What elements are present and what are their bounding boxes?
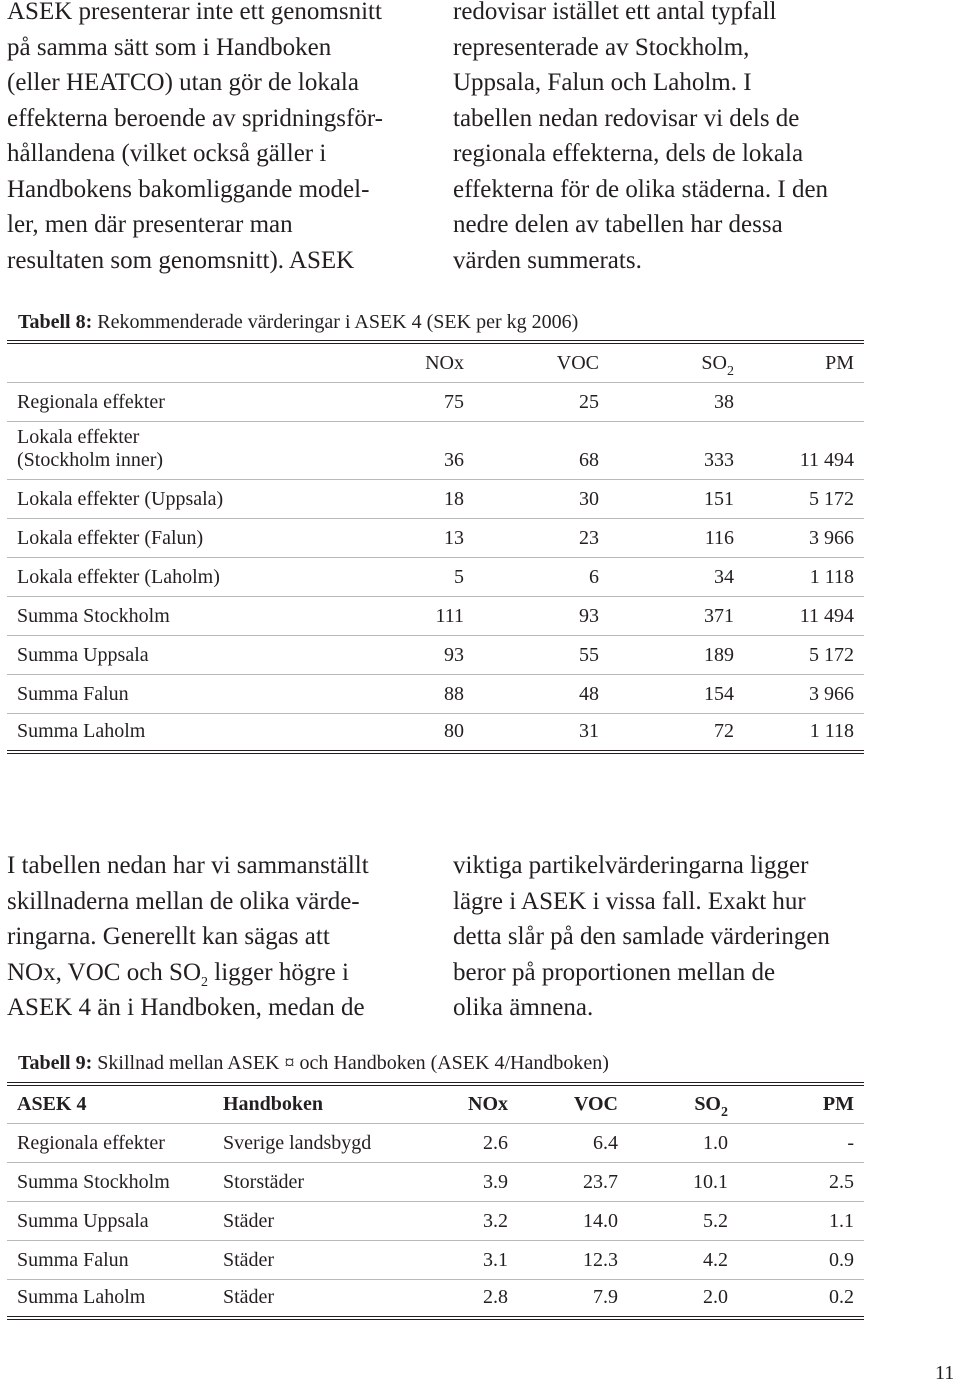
row-label-line2: (Stockholm inner) [17,448,164,471]
header-voc: VOC [518,1084,628,1123]
cell-so2: 1.0 [628,1123,738,1162]
cell-so2: 5.2 [628,1201,738,1240]
row-label-line1: Lokala effekter [17,425,140,448]
cell-so2: 38 [609,382,744,421]
cell-handboken: Städer [213,1279,433,1318]
cell-so2: 189 [609,635,744,674]
cell-voc: 48 [474,674,609,713]
cell-asek: Summa Uppsala [7,1201,213,1240]
text-line: tabellen nedan redovisar vi dels de [453,104,800,132]
table-header-row [7,1084,864,1123]
cell-pm: 1 118 [744,557,864,596]
cell-so2: 151 [609,479,744,518]
header-so2-text: SO [701,351,727,374]
table-row [7,421,864,479]
cell-nox: 18 [412,479,474,518]
cell-pm: 3 966 [744,674,864,713]
header-nox: NOx [433,1084,518,1123]
header-handboken: Handboken [213,1084,433,1123]
text-line: olika ämnena. [453,994,594,1021]
cell-asek: Regionala effekter [7,1123,213,1162]
cell-nox: 80 [412,713,474,752]
table-row [7,382,864,421]
cell-handboken: Storstäder [213,1162,433,1201]
row-label: Regionala effekter [7,382,412,421]
cell-nox: 36 [412,421,474,479]
cell-asek: Summa Stockholm [7,1162,213,1201]
body-text-top-left [7,0,383,278]
cell-nox: 93 [412,635,474,674]
cell-pm: 2.5 [738,1162,864,1201]
text-line: (eller HEATCO) utan gör de lokala [7,69,359,96]
cell-voc: 31 [474,713,609,752]
cell-so2: 34 [609,557,744,596]
cell-so2: 371 [609,596,744,635]
cell-nox: 3.2 [433,1201,518,1240]
cell-voc: 6 [474,557,609,596]
header-voc: VOC [474,342,609,382]
body-text-top-right [453,0,828,278]
cell-so2: 72 [609,713,744,752]
cell-so2: 4.2 [628,1240,738,1279]
table-row [7,1162,864,1201]
cell-voc: 14.0 [518,1201,628,1240]
cell-voc: 93 [474,596,609,635]
text-line: hållandena (vilket också gäller i [7,140,327,167]
table-row [7,1240,864,1279]
header-pm: PM [738,1084,864,1123]
cell-pm: 1 118 [744,713,864,752]
row-label: Lokala effekter (Falun) [7,518,412,557]
table8-caption-label: Tabell 8: [18,311,93,333]
text-line: ler, men där presenterar man [7,211,293,238]
table9 [7,1082,864,1320]
table-row [7,479,864,518]
header-pm: PM [744,342,864,382]
text-line: lägre i ASEK i vissa fall. Exakt hur [453,887,806,915]
cell-nox: 2.8 [433,1279,518,1318]
text-line [7,955,369,991]
text-line: resultaten som genomsnitt). ASEK [7,246,355,274]
table8 [7,340,864,754]
cell-pm: 0.9 [738,1240,864,1279]
table-row [7,557,864,596]
table-row [7,1123,864,1162]
text-line: ringarna. Generellt kan sägas att [7,923,330,950]
header-asek: ASEK 4 [7,1084,213,1123]
cell-so2: 2.0 [628,1279,738,1318]
cell-voc: 68 [474,421,609,479]
table8-caption-text: Rekommenderade värderingar i ASEK 4 (SEK per kg 2006) [92,311,579,333]
cell-voc: 12.3 [518,1240,628,1279]
text-line: redovisar istället ett antal typfall [453,0,777,25]
text-line: effekterna för de olika städerna. I den [453,175,829,203]
cell-handboken: Städer [213,1201,433,1240]
cell-nox: 3.9 [433,1162,518,1201]
table-row [7,1201,864,1240]
text-line: regionala effekterna, dels de lokala [453,140,804,167]
header-label [7,342,412,382]
cell-so2: 333 [609,421,744,479]
table9-caption [18,1052,609,1075]
table-row [7,674,864,713]
text-line: ASEK presenterar inte ett genomsnitt [7,0,382,25]
cell-nox: 111 [412,596,474,635]
text-line: ASEK 4 än i Handboken, medan de [7,994,365,1021]
text-line: Uppsala, Falun och Laholm. I [453,69,752,96]
page-number: 11 [935,1362,955,1384]
cell-handboken: Sverige landsbygd [213,1123,433,1162]
cell-pm: 1.1 [738,1201,864,1240]
cell-pm [744,382,864,421]
cell-pm: 5 172 [744,635,864,674]
text-line: representerade av Stockholm, [453,33,750,61]
text-line: beror på proportionen mellan de [453,958,776,986]
table9-caption-text: Skillnad mellan ASEK ¤ och Handboken (ASEK 4/Handboken) [92,1052,609,1074]
row-label [7,421,412,479]
cell-nox: 75 [412,382,474,421]
row-label: Summa Uppsala [7,635,412,674]
cell-pm: 5 172 [744,479,864,518]
text-line: I tabellen nedan har vi sammanställt [7,852,369,879]
cell-voc: 23.7 [518,1162,628,1201]
cell-pm: 11 494 [744,596,864,635]
table-row [7,713,864,752]
text-line: nedre delen av tabellen har dessa [453,211,783,238]
cell-nox: 3.1 [433,1240,518,1279]
header-so2-text: SO [694,1092,721,1115]
body-text-mid-right [453,848,830,1026]
text-line: effekterna beroende av spridningsför- [7,104,383,132]
table-row [7,635,864,674]
header-so2 [609,342,744,382]
table-row [7,596,864,635]
text-line: på samma sätt som i Handboken [7,33,332,61]
cell-pm: - [738,1123,864,1162]
table9-caption-label: Tabell 9: [18,1052,93,1074]
table-row [7,518,864,557]
table-header-row [7,342,864,382]
table-row [7,1279,864,1318]
header-so2-subscript: 2 [721,1104,728,1120]
cell-asek: Summa Falun [7,1240,213,1279]
so2-subscript: 2 [201,974,208,990]
cell-nox: 88 [412,674,474,713]
cell-voc: 30 [474,479,609,518]
body-text-mid-left [7,848,369,1026]
cell-voc: 6.4 [518,1123,628,1162]
header-so2-subscript: 2 [727,363,734,379]
cell-pm: 3 966 [744,518,864,557]
text-line: skillnaderna mellan de olika värde- [7,887,360,915]
cell-so2: 116 [609,518,744,557]
row-label: Lokala effekter (Uppsala) [7,479,412,518]
header-nox: NOx [412,342,474,382]
cell-voc: 7.9 [518,1279,628,1318]
cell-so2: 154 [609,674,744,713]
text-line: värden summerats. [453,246,642,274]
cell-handboken: Städer [213,1240,433,1279]
cell-nox: 5 [412,557,474,596]
text-line: viktiga partikelvärderingarna ligger [453,852,809,879]
header-so2 [628,1084,738,1123]
text-line: Handbokens bakomliggande model- [7,175,370,203]
row-label: Lokala effekter (Laholm) [7,557,412,596]
row-label: Summa Falun [7,674,412,713]
row-label: Summa Stockholm [7,596,412,635]
cell-so2: 10.1 [628,1162,738,1201]
cell-asek: Summa Laholm [7,1279,213,1318]
cell-nox: 2.6 [433,1123,518,1162]
table8-caption [18,311,578,334]
cell-voc: 55 [474,635,609,674]
cell-voc: 23 [474,518,609,557]
text-line: detta slår på den samlade värderingen [453,923,830,950]
cell-pm: 11 494 [744,421,864,479]
row-label: Summa Laholm [7,713,412,752]
cell-voc: 25 [474,382,609,421]
text-fragment: NOx, VOC och SO [7,958,201,986]
cell-nox: 13 [412,518,474,557]
cell-pm: 0.2 [738,1279,864,1318]
text-fragment: ligger högre i [208,958,349,986]
